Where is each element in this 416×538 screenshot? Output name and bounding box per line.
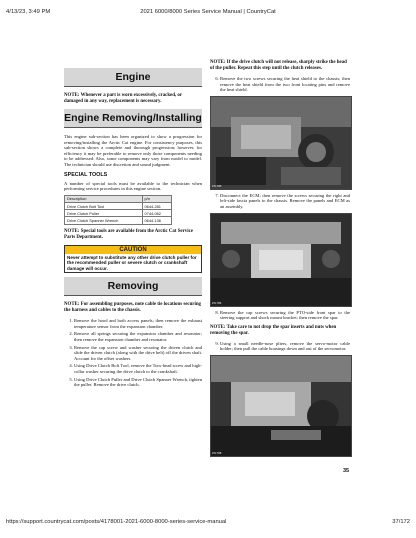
list-item: 8. Remove the cap screws securing the PTO-side front spar to the steering support and shock mount bracket; then remove the spar. <box>220 310 350 321</box>
note-special-tools: NOTE: Special tools are available from the Arctic Cat Service Parts Department. <box>64 228 193 240</box>
photo-caption: ZN-785 <box>212 183 222 188</box>
print-title: 2021 6000/8000 Series Service Manual | CountryCat <box>140 9 276 15</box>
list-item: 2. Remove all springs securing the expansion chamber and resonator; then remove the expansion chamber and resonator. <box>74 331 202 342</box>
special-tools-text: A number of special tools must be available to the technician when performing service procedures in this engine section. <box>64 180 202 192</box>
special-tools-table <box>64 195 172 225</box>
page-number: 35 <box>343 468 350 474</box>
caution-title: CAUTION <box>65 246 201 254</box>
steps-list-7 <box>210 193 350 210</box>
section-title-engine: Engine <box>64 68 202 87</box>
steps-list-8 <box>210 310 350 321</box>
list-item: 4. Using Drive Clutch Bolt Tool, remove the Torx-head screw and high-collar washer securing the drive clutch to the crankshaft. <box>74 363 202 374</box>
note-spar-inserts: NOTE: Take care to not drop the spar inserts and nuts when removing the spar. <box>210 324 337 336</box>
left-column <box>64 64 202 390</box>
list-item: 5. Using Drive Clutch Puller and Drive Clutch Spanner Wrench, tighten the puller. Remove the drive clutch. <box>74 377 202 388</box>
photo-heat-shield <box>210 96 352 190</box>
table-header: p/n <box>142 195 171 202</box>
engine-photo-image <box>211 97 351 189</box>
steps-list-9 <box>210 341 350 352</box>
table-cell: Drive Clutch Bolt Tool <box>65 202 143 209</box>
engine-photo-image <box>211 356 351 456</box>
photo-ecm <box>210 213 352 307</box>
note-worn-parts: NOTE: Whenever a part is worn excessively, cracked, or damaged in any way, replacement is necessary. <box>64 93 182 104</box>
table-header: Description <box>65 195 143 202</box>
table-cell: 0644-281 <box>142 202 171 209</box>
list-item: 7. Disconnect the ECM; then remove the screws securing the right and left-side fascia panels to the chassis. Remove the panels and ECM as an assembly. <box>220 193 350 210</box>
print-url: https://support.countrycat.com/posts/4178001-2021-6000-8000-series-service-manual <box>6 519 227 525</box>
print-datetime: 4/13/23, 3:49 PM <box>6 9 51 15</box>
list-item: 6. Remove the two screws securing the heat shield to the chassis; then remove the heat shield from the two front locating pins and remove the heat shield. <box>220 76 350 93</box>
table-cell: Drive Clutch Puller <box>65 210 143 217</box>
steps-list-6 <box>210 76 350 93</box>
special-tools-heading: SPECIAL TOOLS <box>64 171 108 178</box>
intro-paragraph: This engine sub-section has been organized to show a progression for removing/installing the Arctic Cat engine. For consistency purposes, this sub-section shows a complete and thorough progression; however, for efficiency it may be preferable to remove only those components needing to be addressed. Also, some components may vary from model to model. The technician should use discretion and sound judgment. <box>64 134 202 167</box>
caution-box <box>64 245 202 274</box>
browser-print-header <box>6 9 410 19</box>
browser-print-footer <box>6 519 410 529</box>
print-page-count: 37/172 <box>392 519 410 525</box>
section-title-removing: Removing <box>64 277 202 296</box>
table-cell: 0744-062 <box>142 210 171 217</box>
caution-text: Never attempt to substitute any other drive clutch puller for the recommended puller or severe clutch or crankshaft damage will occur. <box>67 254 197 271</box>
section-title-removing-installing: Engine Removing/Installing <box>64 109 202 128</box>
list-item: 3. Remove the cap screw and washer securing the driven clutch and slide the driven clutch (along with the drive belt) off the driven shaft. Account for the offset washers. <box>74 345 202 362</box>
removal-steps-list <box>64 318 202 388</box>
table-row <box>65 217 172 224</box>
engine-photo-image <box>211 214 351 306</box>
table-header-row <box>65 195 172 202</box>
list-item: 9. Using a small needle-nose pliers, remove the servo-motor cable holder; then pull the cable housings down and out of the servomotor. <box>220 341 350 352</box>
list-item: 1. Remove the hood and both access panels; then remove the exhaust temperature sensor from the expansion chamber. <box>74 318 202 329</box>
note-cable-ties: NOTE: For assembling purposes, note cable tie locations securing the harness and cables to the chassis. <box>64 302 201 314</box>
photo-servomotor <box>210 355 352 457</box>
table-row <box>65 202 172 209</box>
photo-caption: ZN-786 <box>212 300 222 305</box>
right-column <box>210 56 350 460</box>
table-cell: Drive Clutch Spanner Wrench <box>65 217 143 224</box>
note-clutch-release: NOTE: If the drive clutch will not release, sharply strike the head of the puller. Repeat this step until the clutch releases. <box>210 60 347 71</box>
table-cell: 0644-136 <box>142 217 171 224</box>
photo-caption: ZN-788 <box>212 450 222 455</box>
table-row <box>65 210 172 217</box>
